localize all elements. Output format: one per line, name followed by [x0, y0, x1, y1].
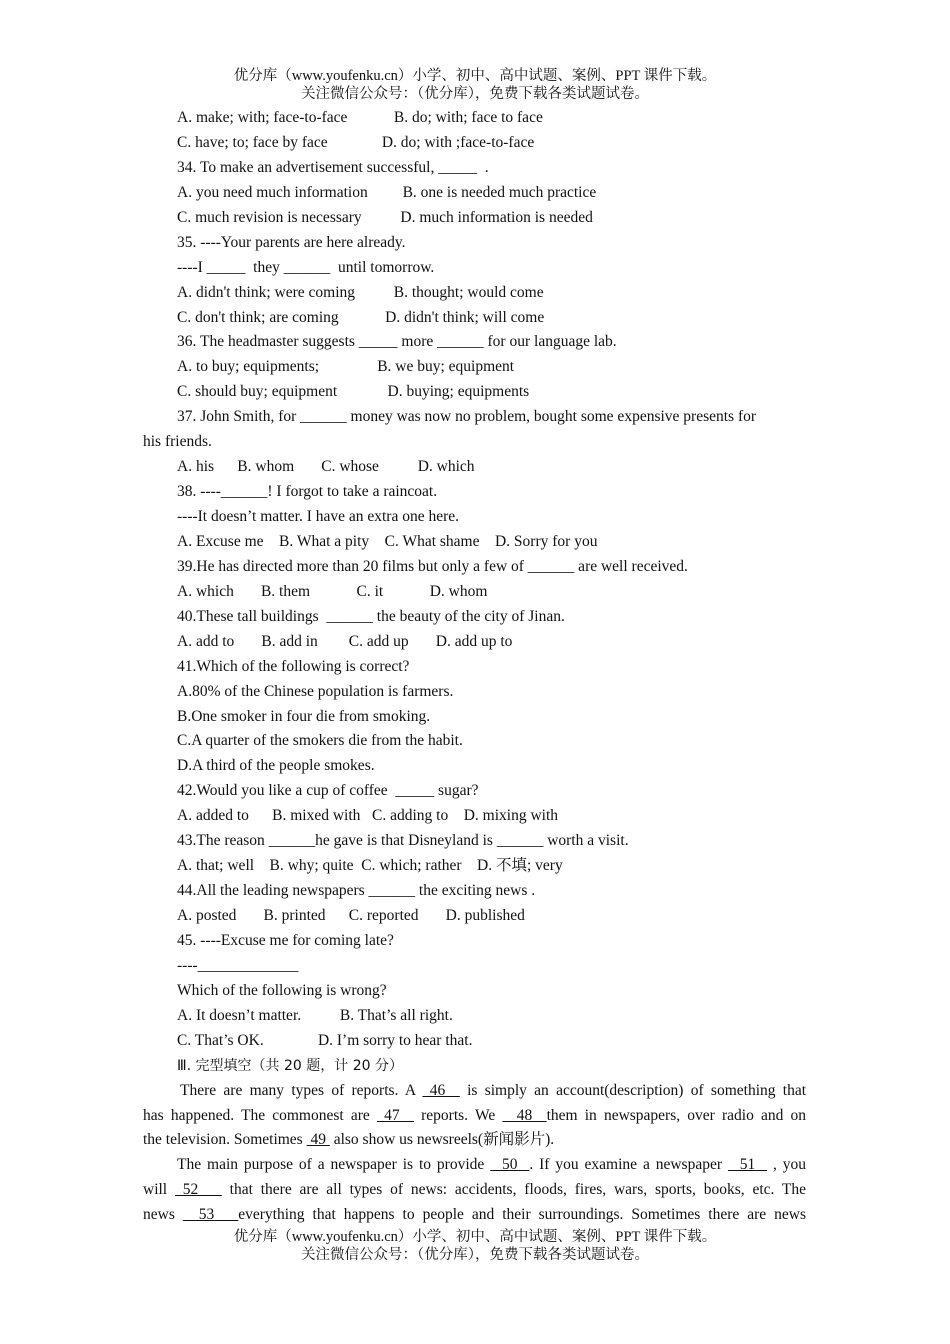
- q43-stem: 43.The reason ______he gave is that Disneyland is ______ worth a visit.: [177, 832, 629, 850]
- q44-stem: 44.All the leading newspapers ______ the exciting news .: [177, 882, 536, 900]
- blank-50: 50: [490, 1156, 530, 1174]
- q35-reply: ----I _____ they ______ until tomorrow.: [177, 258, 435, 276]
- page-footer: [0, 1228, 950, 1264]
- text: everything that happens to people and their surroundings. Sometimes there are news: [238, 1206, 806, 1224]
- blank-52: 52: [174, 1181, 222, 1199]
- passage-p1-line1: [143, 1079, 806, 1104]
- section-title-text: Ⅲ. 完型填空（共 20 题，计 20 分）: [177, 1057, 403, 1074]
- text: There are many types of reports. A: [180, 1081, 416, 1099]
- blank-48: 48: [502, 1106, 547, 1124]
- q36-options-cd: C. should buy; equipment D. buying; equipments: [177, 383, 530, 401]
- q44-options: A. posted B. printed C. reported D. published: [177, 907, 525, 924]
- q34-options-ab: A. you need much information B. one is needed much practice: [177, 183, 597, 201]
- blank-47: 47: [376, 1106, 414, 1124]
- q40-stem: 40.These tall buildings ______ the beauty of the city of Jinan.: [177, 607, 565, 625]
- q35-stem: 35. ----Your parents are here already.: [177, 233, 406, 251]
- q33-options-cd: C. have; to; face by face D. do; with ;face-to-face: [177, 133, 535, 151]
- q39-stem: 39.He has directed more than 20 films but only a few of ______ are well received.: [177, 557, 688, 575]
- q35-options-ab: A. didn't think; were coming B. thought; would come: [177, 283, 544, 301]
- text: will: [143, 1181, 168, 1199]
- text: the television. Sometimes: [143, 1131, 303, 1149]
- footer-line-1: 优分库（www.youfenku.cn）小学、初中、高中试题、案例、PPT 课件下载。: [233, 1229, 717, 1245]
- q34-stem: 34. To make an advertisement successful, _____ .: [177, 158, 489, 176]
- passage-p1-line3: [143, 1128, 806, 1153]
- q33-options-ab: A. make; with; face-to-face B. do; with; face to face: [177, 109, 543, 126]
- text: them in newspapers, over radio and on: [546, 1106, 806, 1124]
- q45-question: Which of the following is wrong?: [177, 981, 387, 999]
- blank-49: 49: [306, 1131, 330, 1149]
- q38-reply: ----It doesn’t matter. I have an extra one here.: [177, 508, 460, 525]
- q45-reply: ----_____________: [177, 956, 299, 974]
- exam-content: [143, 106, 806, 1228]
- q45-options-cd: C. That’s OK. D. I’m sorry to hear that.: [177, 1031, 473, 1049]
- text: The main purpose of a newspaper is to provide: [177, 1156, 485, 1174]
- q38-stem: 38. ----______! I forgot to take a raincoat.: [177, 483, 438, 501]
- text: , you: [773, 1156, 806, 1174]
- q37-stem: 37. John Smith, for ______ money was now no problem, bought some expensive presents for: [177, 408, 757, 426]
- page-header: [0, 67, 950, 103]
- q41-option-d: D.A third of the people smokes.: [177, 757, 375, 775]
- footer-line-2: 关注微信公众号：（优分库），免费下载各类试题试卷。: [301, 1247, 649, 1263]
- text: news: [143, 1206, 175, 1224]
- q40-options: A. add to B. add in C. add up D. add up to: [177, 632, 513, 650]
- q37-stem-cont: his friends.: [143, 433, 212, 451]
- text: is simply an account(description) of something that: [467, 1081, 806, 1099]
- text: that there are all types of news: accidents, floods, fires, wars, sports, books, etc. The: [229, 1181, 806, 1199]
- q41-stem: 41.Which of the following is correct?: [177, 657, 410, 675]
- text: has happened. The commonest are: [143, 1106, 370, 1124]
- passage-p2-line3: [143, 1203, 806, 1228]
- q34-options-cd: C. much revision is necessary D. much information is needed: [177, 208, 593, 226]
- header-line-1: 优分库（www.youfenku.cn）小学、初中、高中试题、案例、PPT 课件下载。: [233, 68, 717, 84]
- q42-stem: 42.Would you like a cup of coffee _____ sugar?: [177, 782, 479, 800]
- text: . If you examine a newspaper: [529, 1156, 723, 1174]
- passage-p2-line1: [143, 1153, 806, 1178]
- q37-options: A. his B. whom C. whose D. which: [177, 458, 475, 476]
- q36-options-ab: A. to buy; equipments; B. we buy; equipment: [177, 358, 515, 376]
- q41-option-c: C.A quarter of the smokers die from the habit.: [177, 732, 463, 750]
- q43-options: A. that; well B. why; quite C. which; rather D. 不填; very: [177, 857, 563, 875]
- text: reports. We: [421, 1106, 496, 1124]
- blank-46: 46: [422, 1081, 460, 1099]
- text: also show us newsreels(新闻影片).: [333, 1131, 555, 1149]
- passage-p1-line2: [143, 1104, 806, 1129]
- blank-51: 51: [727, 1156, 768, 1174]
- q45-options-ab: A. It doesn’t matter. B. That’s all right.: [177, 1006, 453, 1024]
- q35-options-cd: C. don't think; are coming D. didn't think; will come: [177, 308, 545, 326]
- q39-options: A. which B. them C. it D. whom: [177, 582, 488, 600]
- q41-option-b: B.One smoker in four die from smoking.: [177, 707, 431, 725]
- q42-options: A. added to B. mixed with C. adding to D. mixing with: [177, 807, 559, 825]
- blank-53: 53: [182, 1206, 239, 1224]
- q38-options: A. Excuse me B. What a pity C. What shame D. Sorry for you: [177, 532, 598, 550]
- header-line-2: 关注微信公众号：（优分库），免费下载各类试题试卷。: [301, 86, 649, 102]
- q41-option-a: A.80% of the Chinese population is farmers.: [177, 682, 454, 700]
- section-title: [143, 1054, 806, 1079]
- q36-stem: 36. The headmaster suggests _____ more ______ for our language lab.: [177, 333, 617, 351]
- q45-stem: 45. ----Excuse me for coming late?: [177, 931, 394, 949]
- passage-p2-line2: [143, 1178, 806, 1203]
